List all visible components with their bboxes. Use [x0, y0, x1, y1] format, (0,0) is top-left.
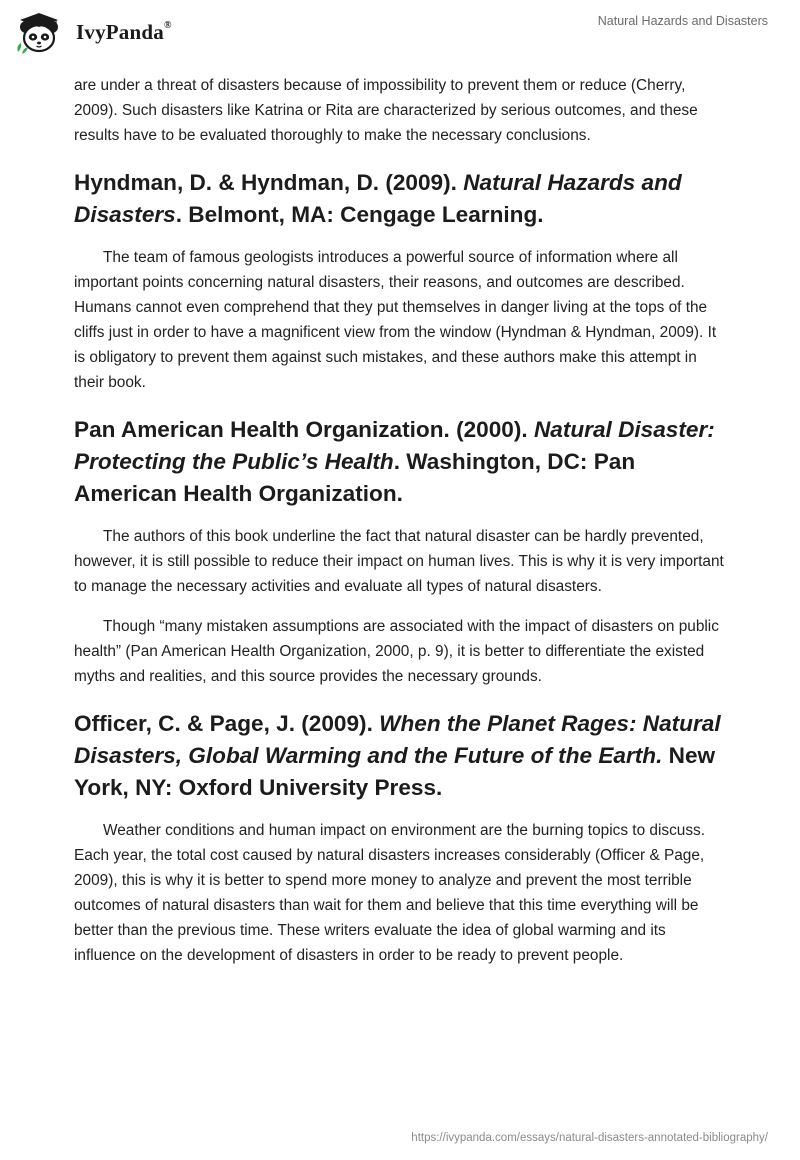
intro-paragraph: are under a threat of disasters because of impossibility to prevent them or reduce (Cherry, 2009). Such disasters like Katrina or Rita are characterized by serious outcomes, and these results have to be evaluated thoroughly to make the necessary conclusions.: [74, 77, 698, 144]
brand-name: IvyPanda®: [76, 19, 172, 44]
essay-content: [74, 70, 726, 968]
panda-graduate-icon: [14, 10, 64, 56]
running-title: Natural Hazards and Disasters: [597, 14, 768, 28]
annotation-paragraph: Weather conditions and human impact on environment are the burning topics to discuss. Each year, the total cost caused by natural disasters increases considerably (Officer & Page, 2009), this is why it is better to spend more money to analyze and prevent the most terrible outcomes of natural disasters than wait for them and believe that this time everything will be better than the previous time. These writers evaluate the idea of global warming and its influence on the development of disasters in order to be ready to prevent people.: [74, 822, 706, 964]
ivypanda-logo[interactable]: [14, 10, 172, 56]
reference-heading-hyndman: Hyndman, D. & Hyndman, D. (2009). Natural Hazards and Disasters. Belmont, MA: Cengage Learning.: [74, 170, 682, 227]
reference-heading-officer: Officer, C. & Page, J. (2009). When the Planet Rages: Natural Disasters, Global Warming and the Future of the Earth. New York, NY: Oxford University Press.: [74, 711, 721, 800]
annotation-paragraph: The authors of this book underline the fact that natural disaster can be hardly prevented, however, it is still possible to reduce their impact on human lives. This is why it is very important to manage the necessary activities and evaluate all types of natural disasters.: [74, 528, 724, 595]
source-url[interactable]: https://ivypanda.com/essays/natural-disasters-annotated-bibliography/: [411, 1132, 768, 1144]
reference-heading-paho: Pan American Health Organization. (2000). Natural Disaster: Protecting the Public’s Health. Washington, DC: Pan American Health Organization.: [74, 417, 715, 506]
annotation-paragraph: Though “many mistaken assumptions are associated with the impact of disasters on public health” (Pan American Health Organization, 2000, p. 9), it is better to differentiate the existed myths and realities, and this source provides the necessary grounds.: [74, 618, 719, 685]
registered-mark: ®: [163, 19, 172, 31]
annotation-paragraph: The team of famous geologists introduces a powerful source of information where all important points concerning natural disasters, their reasons, and outcomes are described. Humans cannot even comprehend that they put themselves in danger living at the tops of the cliffs just in order to have a magnificent view from the window (Hyndman & Hyndman, 2009). It is obligatory to prevent them against such mistakes, and these authors make this attempt in their book.: [74, 249, 717, 391]
page-header: [0, 0, 800, 70]
